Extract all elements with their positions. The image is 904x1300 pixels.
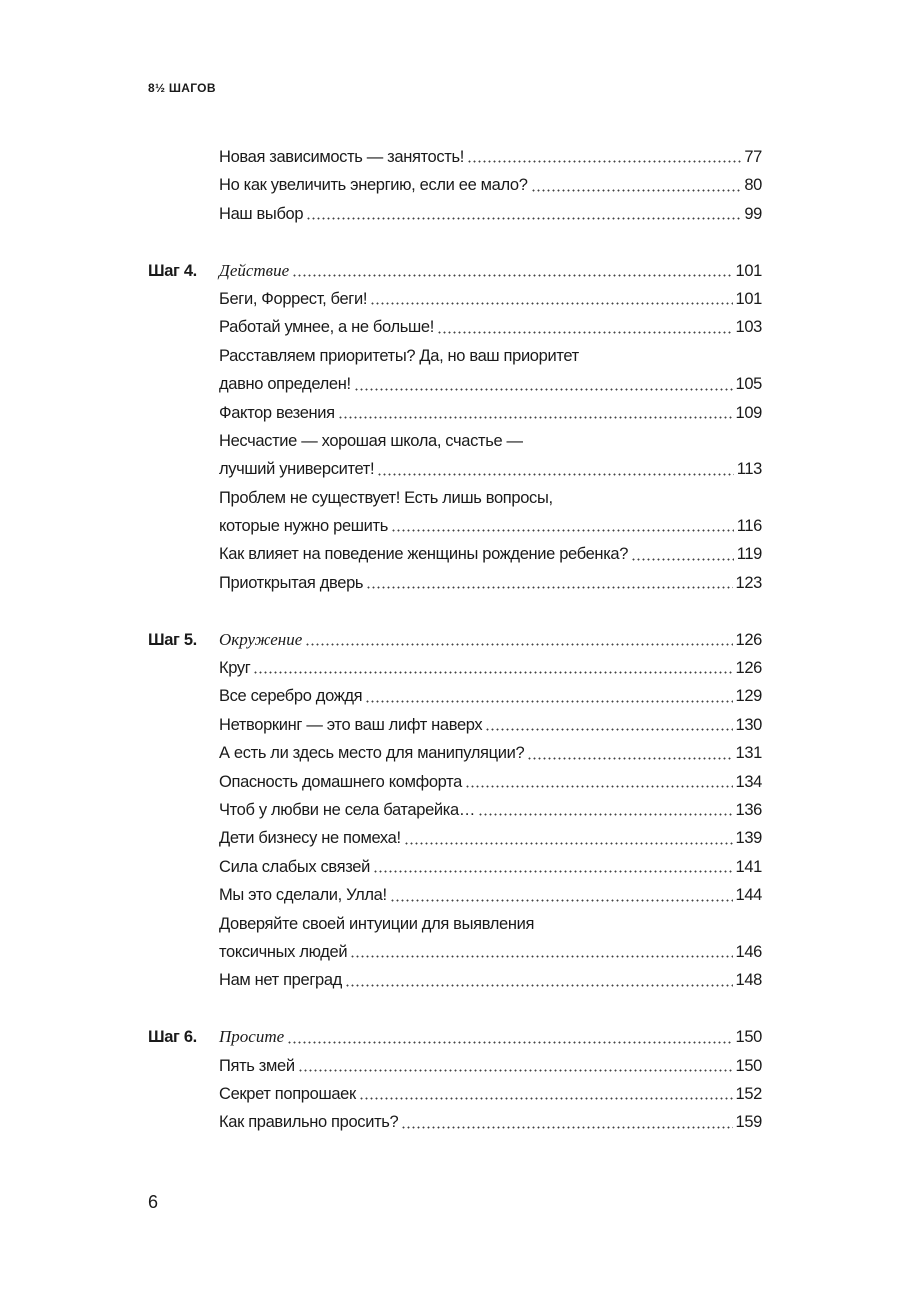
- step-spacer: [148, 200, 219, 228]
- step-spacer: [148, 484, 219, 512]
- step-spacer: [148, 171, 219, 199]
- toc-entry: [148, 143, 762, 171]
- step-spacer: [148, 370, 219, 398]
- dot-leader: [287, 1023, 732, 1043]
- page-ref: 152: [735, 1084, 762, 1103]
- toc-entry: [148, 200, 762, 228]
- step-spacer: [148, 739, 219, 767]
- entry-title: Беги, Форрест, беги!: [219, 289, 368, 308]
- toc-entry: [148, 399, 762, 427]
- toc-entry: [148, 881, 762, 909]
- page-ref: 103: [735, 318, 762, 337]
- dot-leader: [437, 313, 733, 333]
- page-ref: 148: [735, 971, 762, 990]
- entry-title: А есть ли здесь место для манипуляции?: [219, 744, 525, 763]
- entry-title: токсичных людей: [219, 942, 348, 961]
- dot-leader: [377, 455, 734, 475]
- toc-entry: [148, 768, 762, 796]
- toc-entry: [148, 654, 762, 682]
- entry-title: Все серебро дождя: [219, 687, 363, 706]
- dot-leader: [305, 626, 732, 646]
- dot-leader: [370, 285, 732, 305]
- dot-leader: [338, 399, 733, 419]
- section-title: Действие: [219, 260, 290, 280]
- toc-entry: [148, 739, 762, 767]
- step-spacer: [148, 768, 219, 796]
- step-spacer: [148, 711, 219, 739]
- step-spacer: [148, 654, 219, 682]
- entry-title: Как правильно просить?: [219, 1113, 399, 1132]
- page-ref: 136: [735, 800, 762, 819]
- page-ref: 139: [735, 829, 762, 848]
- toc-entry: [148, 910, 762, 938]
- page-ref: 130: [735, 715, 762, 734]
- toc-entry: [148, 1108, 762, 1136]
- step-spacer: [148, 143, 219, 171]
- page-ref: 113: [736, 460, 762, 479]
- toc-section: [148, 257, 762, 598]
- entry-title: которые нужно решить: [219, 517, 388, 536]
- entry-title: Приоткрытая дверь: [219, 573, 364, 592]
- entry-title: Нетворкинг — это ваш лифт наверх: [219, 715, 483, 734]
- toc-section: [148, 143, 762, 228]
- page-ref: 159: [735, 1113, 762, 1132]
- entry-title: Проблем не существует! Есть лишь вопросы,: [219, 488, 553, 507]
- dot-leader: [390, 881, 733, 901]
- entry-title: давно определен!: [219, 375, 351, 394]
- toc-entry: [148, 1080, 762, 1108]
- page-ref: 134: [735, 772, 762, 791]
- step-spacer: [148, 1052, 219, 1080]
- step-spacer: [148, 796, 219, 824]
- toc-entry: [148, 853, 762, 881]
- step-spacer: [148, 853, 219, 881]
- entry-title: Круг: [219, 659, 251, 678]
- entry-title: Как влияет на поведение женщины рождение ребенка?: [219, 545, 629, 564]
- step-spacer: [148, 512, 219, 540]
- step-label: Шаг 6.: [148, 1028, 197, 1047]
- dot-leader: [366, 569, 732, 589]
- page-ref: 77: [744, 148, 762, 166]
- step-spacer: [148, 313, 219, 341]
- section-title: Окружение: [219, 629, 303, 649]
- entry-title: Но как увеличить энергию, если ее мало?: [219, 176, 528, 195]
- page-ref: 144: [735, 886, 762, 905]
- toc-section-heading: [148, 626, 762, 654]
- page-ref: 126: [735, 659, 762, 678]
- section-title: Просите: [219, 1027, 285, 1047]
- step-spacer: [148, 1080, 219, 1108]
- toc-entry: [148, 313, 762, 341]
- entry-title: Чтоб у любви не села батарейка…: [219, 800, 475, 819]
- dot-leader: [292, 257, 732, 277]
- entry-title: Сила слабых связей: [219, 857, 370, 876]
- toc-entry: [148, 370, 762, 398]
- step-spacer: [148, 285, 219, 313]
- page-ref: 99: [744, 204, 762, 223]
- dot-leader: [478, 796, 733, 816]
- entry-title: Новая зависимость — занятость!: [219, 148, 464, 166]
- entry-title: Пять змей: [219, 1056, 295, 1075]
- toc-entry: [148, 938, 762, 966]
- entry-title: Секрет попрошаек: [219, 1084, 356, 1103]
- dot-leader: [631, 540, 734, 560]
- step-spacer: [148, 427, 219, 455]
- step-spacer: [148, 938, 219, 966]
- entry-title: Доверяйте своей интуиции для выявления: [219, 914, 535, 933]
- toc-entry: [148, 824, 762, 852]
- entry-title: Дети бизнесу не помеха!: [219, 829, 401, 848]
- step-spacer: [148, 455, 219, 483]
- page-ref: 123: [735, 573, 762, 592]
- dot-leader: [531, 171, 742, 191]
- dot-leader: [404, 824, 733, 844]
- entry-title: Расставляем приоритеты? Да, но ваш приоритет: [219, 346, 579, 365]
- toc-entry: [148, 484, 762, 512]
- table-of-contents: [148, 143, 762, 1165]
- toc-entry: [148, 682, 762, 710]
- page-ref: 126: [735, 630, 762, 649]
- toc-entry: [148, 540, 762, 568]
- page-ref: 150: [735, 1028, 762, 1047]
- entry-title: Фактор везения: [219, 403, 335, 422]
- entry-title: лучший университет!: [219, 460, 375, 479]
- step-spacer: [148, 824, 219, 852]
- toc-entry: [148, 427, 762, 455]
- running-header: 8½ ШАГОВ: [148, 81, 216, 95]
- toc-entry: [148, 455, 762, 483]
- entry-title: Наш выбор: [219, 204, 304, 223]
- dot-leader: [365, 682, 732, 702]
- entry-title: Нам нет преград: [219, 971, 342, 990]
- dot-leader: [354, 370, 733, 390]
- page-ref: 116: [736, 517, 762, 536]
- page-ref: 109: [735, 403, 762, 422]
- page-ref: 80: [744, 176, 762, 195]
- toc-section: [148, 1023, 762, 1137]
- dot-leader: [306, 200, 741, 220]
- page-ref: 101: [735, 261, 762, 280]
- dot-leader: [467, 143, 741, 163]
- page-ref: 141: [735, 857, 762, 876]
- toc-section: [148, 626, 762, 995]
- step-spacer: [148, 966, 219, 994]
- page-ref: 105: [735, 375, 762, 394]
- dot-leader: [298, 1052, 733, 1072]
- dot-leader: [350, 938, 732, 958]
- entry-title: Мы это сделали, Улла!: [219, 886, 387, 905]
- dot-leader: [345, 966, 733, 986]
- page-ref: 129: [735, 687, 762, 706]
- step-label: Шаг 5.: [148, 630, 197, 649]
- step-spacer: [148, 910, 219, 938]
- step-spacer: [148, 881, 219, 909]
- page-ref: 150: [735, 1056, 762, 1075]
- dot-leader: [359, 1080, 733, 1100]
- step-spacer: [148, 1108, 219, 1136]
- page-number: 6: [148, 1192, 159, 1212]
- toc-entry: [148, 1052, 762, 1080]
- step-spacer: [148, 682, 219, 710]
- toc-entry: [148, 796, 762, 824]
- toc-entry: [148, 512, 762, 540]
- toc-section-heading: [148, 1023, 762, 1051]
- dot-leader: [253, 654, 732, 674]
- entry-title: Опасность домашнего комфорта: [219, 772, 462, 791]
- page-ref: 131: [735, 744, 762, 763]
- toc-entry: [148, 966, 762, 994]
- dot-leader: [391, 512, 734, 532]
- dot-leader: [465, 768, 733, 788]
- entry-title: Несчастие — хорошая школа, счастье —: [219, 431, 523, 450]
- dot-leader: [485, 711, 732, 731]
- step-spacer: [148, 399, 219, 427]
- toc-entry: [148, 711, 762, 739]
- step-spacer: [148, 540, 219, 568]
- toc-entry: [148, 342, 762, 370]
- page-ref: 119: [736, 545, 762, 564]
- step-label: Шаг 4.: [148, 261, 197, 280]
- page-ref: 146: [735, 942, 762, 961]
- dot-leader: [527, 739, 732, 759]
- entry-title: Работай умнее, а не больше!: [219, 318, 434, 337]
- step-spacer: [148, 569, 219, 597]
- toc-entry: [148, 285, 762, 313]
- page-ref: 101: [735, 289, 762, 308]
- step-spacer: [148, 342, 219, 370]
- toc-entry: [148, 569, 762, 597]
- dot-leader: [373, 853, 733, 873]
- toc-section-heading: [148, 257, 762, 285]
- dot-leader: [401, 1108, 732, 1128]
- toc-entry: [148, 171, 762, 199]
